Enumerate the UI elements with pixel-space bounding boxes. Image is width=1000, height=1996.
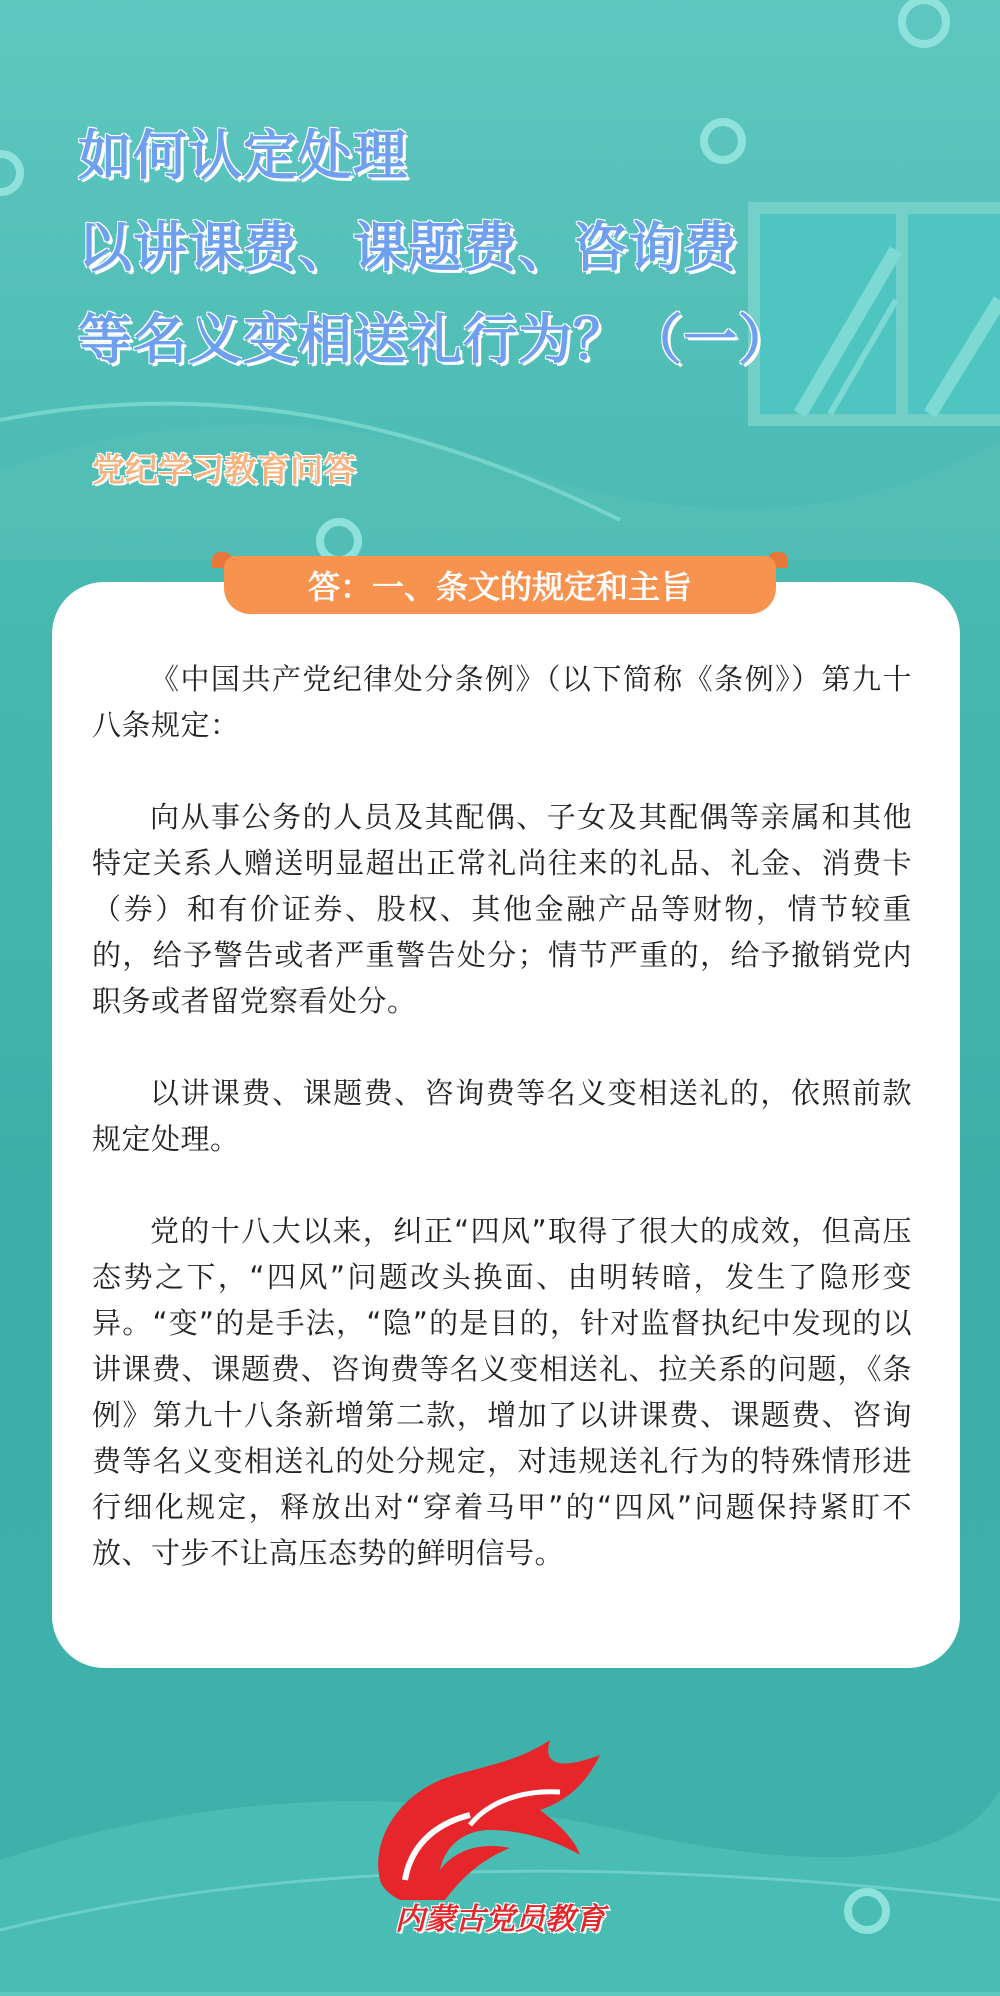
title-line-2: 以讲课费、课题费、咨询费 [78, 216, 738, 279]
paragraph: 党的十八大以来，纠正“四风”取得了很大的成效，但高压态势之下，“四风”问题改头换面、由明转暗，发生了隐形变异。“变”的是手法，“隐”的是目的，针对监督执纪中发现的以讲课费、课题费、咨询费等名义变相送礼、拉关系的问题，《条例》第九十八条新增第二款，增加了以讲课费、课题费、咨询费等名义变相送礼的处分规定，对违规送礼行为的特殊情形进行细化规定，释放出对“穿着马甲”的“四风”问题保持紧盯不放、寸步不让高压态势的鲜明信号。 [92, 1214, 912, 1570]
title-line-3: 等名义变相送礼行为？（一） [78, 308, 793, 371]
title-line-1: 如何认定处理 [78, 124, 408, 187]
article-body [92, 656, 912, 1622]
paragraph: 向从事公务的人员及其配偶、子女及其配偶等亲属和其他特定关系人赠送明显超出正常礼尚往来的礼品、礼金、消费卡（券）和有价证券、股权、其他金融产品等财物，情节较重的，给予警告或者严重警告处分；情节严重的，给予撤销党内职务或者留党察看处分。 [92, 800, 912, 1018]
subtitle: 党纪学习教育问答 [92, 450, 356, 489]
logo-mark-icon [360, 1730, 620, 1900]
section-heading: 答：一、条文的规定和主旨 [224, 556, 776, 614]
paragraph: 《中国共产党纪律处分条例》（以下简称《条例》）第九十八条规定： [92, 662, 912, 742]
logo-text: 内蒙古党员教育 [395, 1902, 605, 1937]
paragraph: 以讲课费、课题费、咨询费等名义变相送礼的，依照前款规定处理。 [92, 1076, 912, 1156]
page-title [78, 110, 793, 386]
